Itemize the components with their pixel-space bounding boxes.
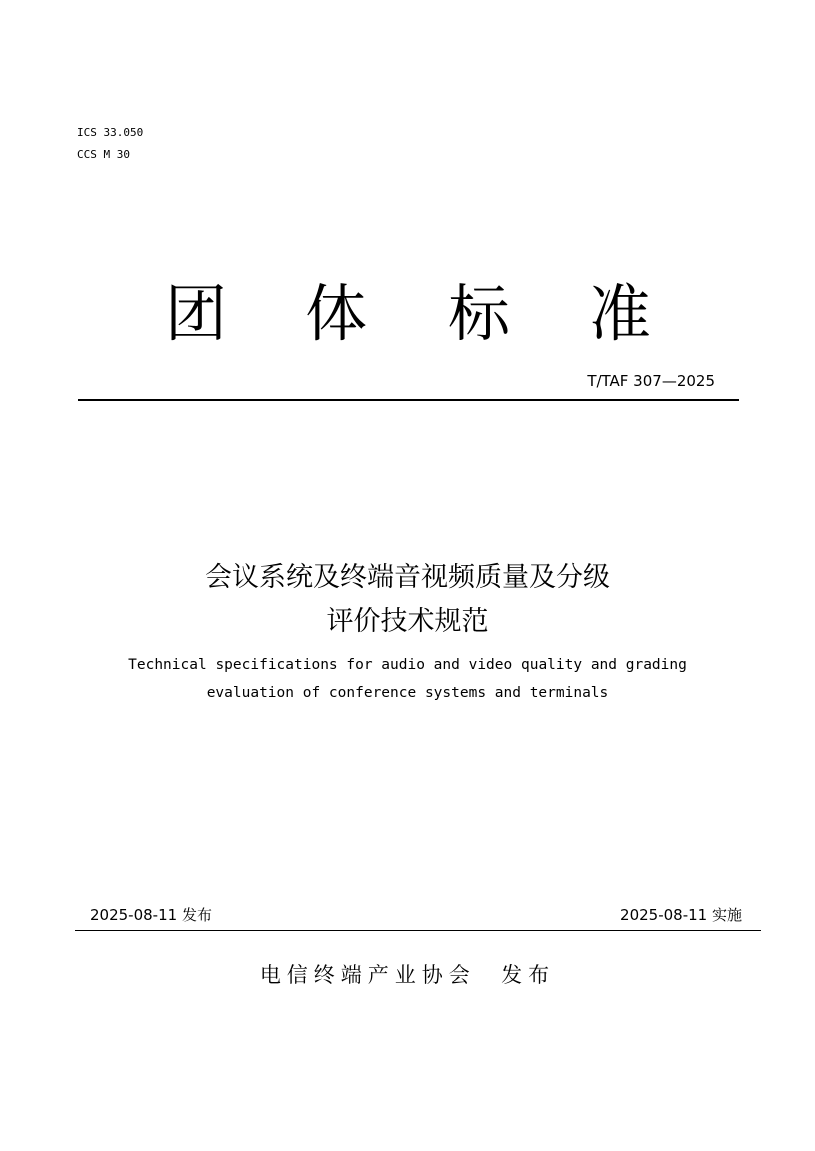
implementation-date: 2025-08-11 实施 bbox=[620, 906, 742, 924]
issuing-organization: 电信终端产业协会 发布 bbox=[259, 963, 556, 987]
chinese-title-line: 评价技术规范 bbox=[326, 606, 489, 637]
english-title-line: evaluation of conference systems and terminals bbox=[206, 685, 609, 701]
classification-codes bbox=[77, 122, 143, 166]
footer-divider bbox=[75, 930, 761, 931]
chinese-title bbox=[0, 556, 815, 644]
ccs-code: CCS M 30 bbox=[77, 148, 130, 161]
standard-number: T/TAF 307—2025 bbox=[587, 372, 715, 390]
english-title-line: Technical specifications for audio and video quality and grading bbox=[128, 657, 687, 673]
standard-type-char: 团 bbox=[165, 277, 228, 350]
standard-type-char: 标 bbox=[448, 277, 511, 350]
chinese-title-line: 会议系统及终端音视频质量及分级 bbox=[205, 562, 610, 593]
english-title bbox=[0, 651, 815, 707]
standard-type-title bbox=[0, 276, 815, 356]
header-divider bbox=[78, 399, 739, 401]
publish-date: 2025-08-11 发布 bbox=[90, 906, 212, 924]
standard-type-char: 准 bbox=[589, 277, 652, 350]
standard-type-char: 体 bbox=[305, 277, 368, 350]
ics-code: ICS 33.050 bbox=[77, 126, 144, 139]
